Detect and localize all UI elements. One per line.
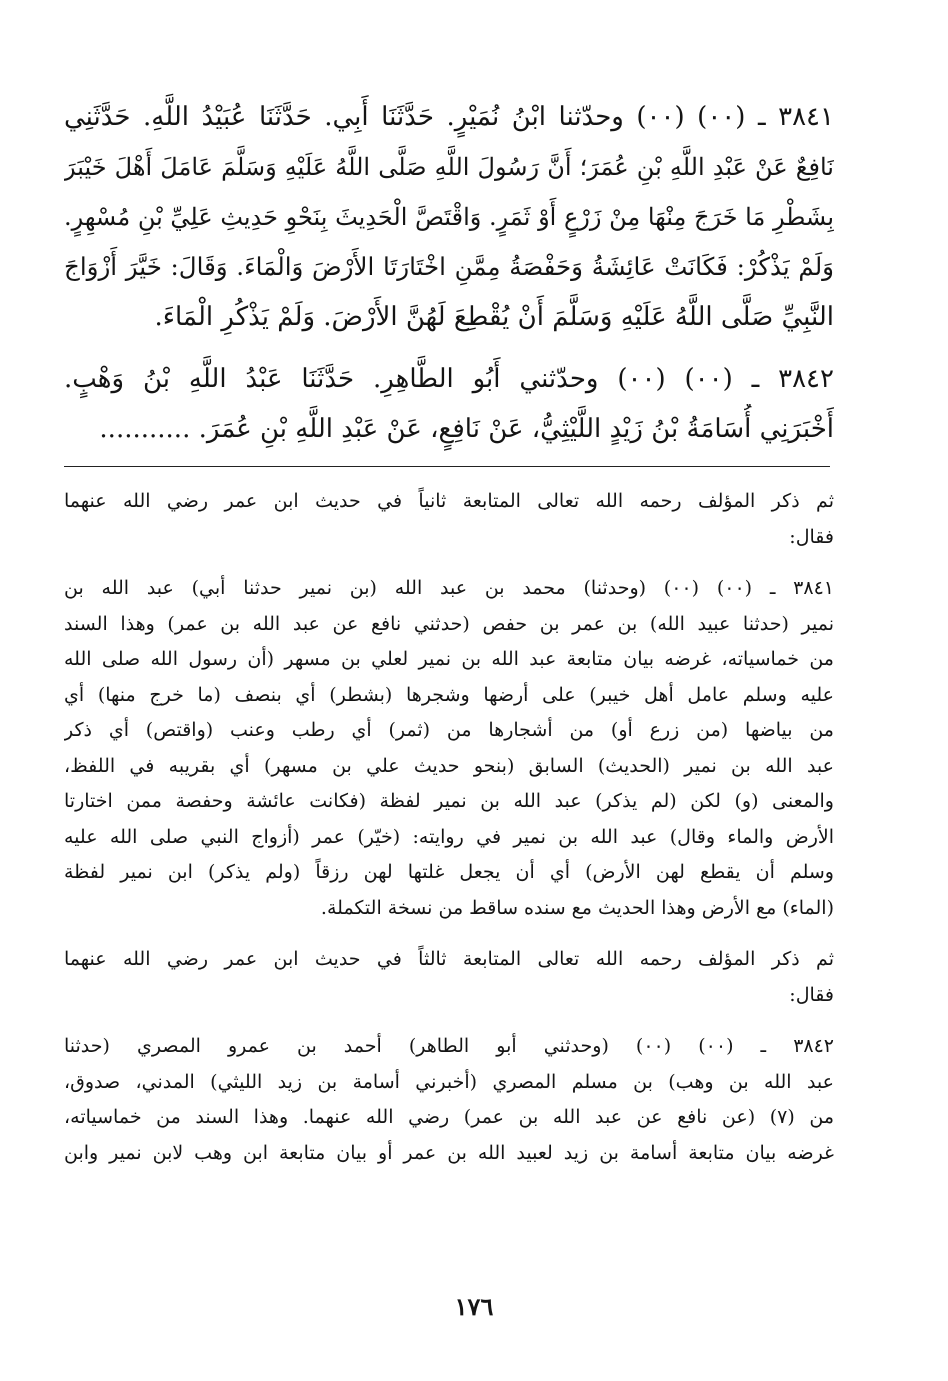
hadith-line: وَلَمْ يَذْكُرْ: فَكَانَتْ عَائِشَةُ وَحَفْصَةُ مِمَّنِ اخْتَارَتَا الأَرْضَ وَالْمَاءَ. وَقَالَ: خَيَّرَ أَزْوَاجَ: [64, 252, 834, 281]
page-number: ١٧٦: [454, 1292, 494, 1321]
hadith-line: ٣٨٤٢ ـ (٠٠) (٠٠) وحدّثني أَبُو الطَّاهِرِ. حَدَّثَنَا عَبْدُ اللَّهِ بْنُ وَهْبٍ.: [64, 364, 834, 394]
commentary-text: [64, 484, 834, 1171]
commentary-paragraph: [64, 484, 834, 555]
commentary-line: (الماء) مع الأرض وهذا الحديث مع سنده ساقط من نسخة التكملة.: [320, 896, 834, 919]
commentary-line: ٣٨٤١ ـ (٠٠) (٠٠) (وحدثنا) محمد بن عبد الله (بن نمير حدثنا أبي) عبد الله بن: [64, 577, 834, 599]
commentary-line: عليه وسلم عامل أهل خيبر) على أرضها وشجرها (بشطر) أي بنصف (ما خرج منها) أي: [64, 683, 834, 706]
commentary-line: عبد الله بن نمير (الحديث) السابق (بنحو حديث علي بن مسهر) أي بقريبه في اللفظ،: [64, 754, 834, 777]
commentary-line: نمير (حدثنا عبيد الله) بن عمر بن حفص (حدثني نافع عن عبد الله بن عمر) وهذا السند: [64, 612, 834, 635]
hadith-text: [64, 92, 834, 454]
commentary-paragraph: [64, 1029, 834, 1171]
commentary-line: فقال:: [789, 983, 834, 1006]
commentary-line: وسلم أن يقطع لهن الأرض) أي أن يجعل غلتها لهن رزقاً (ولم يذكر) ابن نمير لفظة: [64, 861, 834, 883]
commentary-line: عبد الله بن وهب) بن مسلم المصري (أخبرني أسامة بن زيد الليثي) المدني، صدوق،: [64, 1070, 834, 1093]
commentary-line: من (٧) (عن نافع عن عبد الله بن عمر) رضي الله عنهما. وهذا السند من خماسياته،: [64, 1106, 834, 1128]
commentary-line: فقال:: [789, 525, 834, 548]
commentary-paragraph: [64, 942, 834, 1013]
hadith-line: بِشَطْرِ مَا خَرَجَ مِنْهَا مِنْ زَرْعٍ أَوْ ثَمَرٍ. وَاقْتَصَّ الْحَدِيثَ بِنَحْوِ حَدِيثِ عَلِيِّ بْنِ مُسْهِرٍ.: [64, 203, 834, 231]
hadith-line: نَافِعٌ عَنْ عَبْدِ اللَّهِ بْنِ عُمَرَ؛ أَنَّ رَسُولَ اللَّهِ صَلَّى اللَّهُ عَلَيْهِ وَسَلَّمَ عَامَلَ أَهْلَ خَيْبَرَ: [64, 153, 834, 181]
commentary-line: غرضه بيان متابعة أسامة بن زيد لعبيد الله بن عمر أو بيان متابعة ابن وهب لابن نمير وابن: [64, 1141, 834, 1164]
hadith-paragraph: [64, 354, 834, 454]
commentary-line: من خماسياته، غرضه بيان متابعة عبد الله بن نمير لعلي بن مسهر (أن رسول الله صلى الله: [64, 648, 834, 670]
hadith-line: ٣٨٤١ ـ (٠٠) (٠٠) وحدّثنا ابْنُ نُمَيْرٍ. حَدَّثَنَا أَبِي. حَدَّثَنَا عُبَيْدُ اللَّهِ. حَدَّثَنِي: [64, 102, 834, 132]
hadith-paragraph: [64, 92, 834, 342]
footnote-divider: [64, 466, 830, 467]
commentary-line: ثم ذكر المؤلف رحمه الله تعالى المتابعة ثانياً في حديث ابن عمر رضي الله عنهما: [64, 490, 834, 512]
hadith-line: أَخْبَرَنِي أُسَامَةُ بْنُ زَيْدٍ اللَّيْثِيُّ، عَنْ نَافِعٍ، عَنْ عَبْدِ اللَّهِ بْنِ عُمَرَ. ...........: [99, 414, 834, 444]
commentary-line: والمعنى (و) لكن (لم يذكر) عبد الله بن نمير لفظة (فكانت عائشة وحفصة ممن اختارتا: [64, 790, 834, 812]
commentary-paragraph: [64, 571, 834, 926]
commentary-line: ثم ذكر المؤلف رحمه الله تعالى المتابعة ثالثاً في حديث ابن عمر رضي الله عنهما: [64, 948, 834, 970]
hadith-line: النَّبِيِّ صَلَّى اللَّهُ عَلَيْهِ وَسَلَّمَ أَنْ يُقْطِعَ لَهُنَّ الأَرْضَ. وَلَمْ يَذْكُرِ الْمَاءَ.: [154, 302, 834, 332]
commentary-line: من بياضها (من زرع أو) من أشجارها من (ثمر) أي رطب وعنب (واقتص) أي ذكر: [64, 719, 834, 741]
commentary-line: الأرض والماء وقال) عبد الله بن نمير في روايته: (خيّر) عمر (أزواج النبي صلى الله عليه: [64, 825, 834, 848]
commentary-line: ٣٨٤٢ ـ (٠٠) (٠٠) (وحدثني أبو الطاهر) أحمد بن عمرو المصري (حدثنا: [64, 1035, 834, 1057]
